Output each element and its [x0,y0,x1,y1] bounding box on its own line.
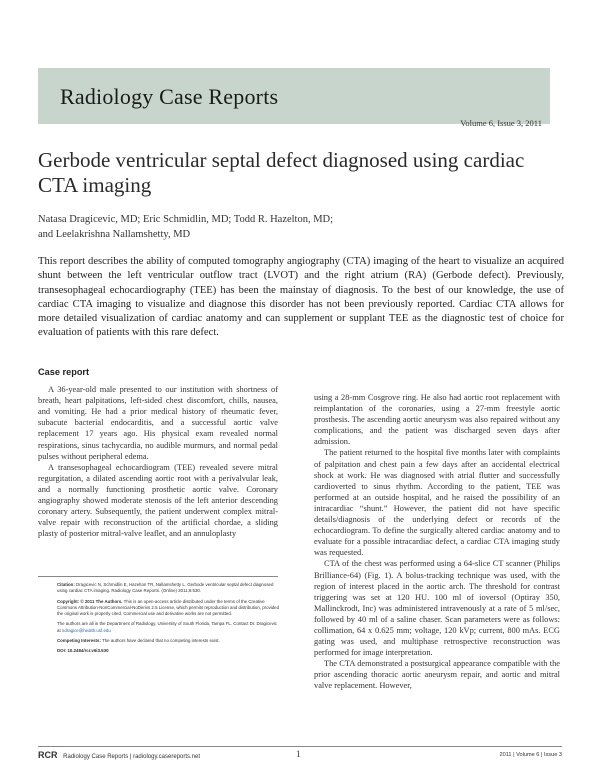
footnotes [57,582,281,659]
citation-text: Dragicevic N, Schmidlin E, Hazelton TR, Nallamshetty L. Gerbode ventricular septal defect diagnosed using cardiac CTA imaging. Radiology Case Reports. (Online) 2011;6:530. [57,582,274,594]
copyright-text: This is an open-access article distributed under the terms of the Creative Commons Attribution-NonCommercial-NoDerivs 2.5 License, which permits reproduction and distribution, provided the original work is properly cited. Commercial use and derivative works are not permitted. [57,598,280,617]
doi-note [57,648,281,654]
citation-label: Citation: [57,582,75,587]
footer-left [38,750,200,760]
contact-email-link[interactable]: ndragice@health.usf.edu [61,627,111,633]
body-paragraph: using a 28-mm Cosgrove ring. He also had aortic root replacement with reimplantation of the coronaries, using a 27-mm freestyle aortic prosthesis. The ascending aortic aneurysm was also repaired without any complications, and the patient was discharged seven days after admission. [314,393,560,447]
doi: DOI: 10.2484/rcr.v6i3.530 [57,648,109,654]
copyright-note [57,599,281,618]
body-paragraph: CTA of the chest was performed using a 64-slice CT scanner (Philips Brilliance-64) (Fig. 1). A bolus-tracking technique was used, with the region of interest placed in the aortic arch. The threshold for contrast triggering was set at 120 HU. 100 ml of ioversol (Optiray 350, Mallinckrodt, Inc) was administered intravenously at a rate of 5 ml/sec, followed by 40 ml of a saline chaser. Scan parameters were as follows: collimation, 64 x 0.625 mm; voltage, 120 kVp; current, 800 mAs. ECG gating was used, and multiphase retrospective reconstruction was performed for image interpretation. [314,559,560,658]
section-heading-case-report: Case report [38,367,90,377]
page-number: 1 [296,749,301,759]
footnote-divider [38,576,278,577]
journal-title: Radiology Case Reports [60,84,279,109]
left-column [38,367,278,539]
body-paragraph: The CTA demonstrated a postsurgical appearance compatible with the prior ascending thoracic aortic aneurysm repair, and aortic and mitral valve replacement. However, [314,659,560,691]
copyright-label: Copyright: © 2011 The Authors. [57,598,123,604]
body-paragraph: A transesophageal echocardiogram (TEE) revealed severe mitral regurgitation, a dilated ascending aortic root with a perivalvular leak, and a normally functioning prosthetic aortic valve. Coronary angiography showed moderate stenosis of the left anterior descending coronary artery. Subsequently, the patient underwent complex mitral-valve repair with reconstruction of the artificial chordae, a sliding plasty of posterior mitral-valve leaflet, and an annuloplasty [38,462,278,539]
abstract: This report describes the ability of computed tomography angiography (CTA) imaging of the heart to visualize an acquired shunt between the left ventricular outflow tract (LVOT) and the right atrium (RA) (Gerbode defect). Previously, transesophageal echocardiography (TEE) has been the mainstay of diagnosis. To the best of our knowledge, the use of cardiac CTA imaging to visualize and diagnose this disorder has not been previously reported. Cardiac CTA allows for more detailed visualization of cardiac anatomy and can supplement or supplant TEE as the diagnostic test of choice for evaluation of patients with this rare defect. [38,256,564,339]
author-list [38,212,458,242]
rcr-logo: RCR [38,750,58,760]
competing-interests-note [57,638,281,644]
body-paragraph: A 36-year-old male presented to our institution with shortness of breath, heart palpitations, left-sided chest discomfort, chills, nausea, and vomiting. He had a prior medical history of rheumatic fever, subacute bacterial endocarditis, and a successful aortic valve replacement 17 years ago. His physical exam revealed normal respirations, sinus tachycardia, no audible murmurs, and normal pedal pulses without peripheral edema. [38,385,278,461]
volume-issue: Volume 6, Issue 3, 2011 [460,118,542,128]
body-paragraph: The patient returned to the hospital five months later with complaints of palpitation and chest pain a few days after an accidental electrical shock at work. He was diagnosed with atrial flutter and successfully cardioverted to sinus rhythm. According to the patient, TEE was performed at an outside hospital, and he raised the possibility of an intracardiac “shunt.” However, the patient did not have specific details/diagnosis of the underlying defect or records of the echocardiogram. To define the surgically altered cardiac anatomy and to evaluate for a possible intracardiac defect, a cardiac CTA imaging study was requested. [314,448,560,558]
footer-journal-link[interactable]: Radiology Case Reports | radiology.casereports.net [63,754,201,760]
competing-label: Competing Interests: [57,638,101,644]
article-title: Gerbode ventricular septal defect diagnosed using cardiac CTA imaging [38,148,525,197]
authors-line-1: Natasa Dragicevic, MD; Eric Schmidlin, MD; Todd R. Hazelton, MD; [38,214,334,225]
authors-line-2: and Leelakrishna Nallamshetty, MD [38,229,191,240]
footer-issue: 2011 | Volume 6 | Issue 3 [499,752,562,758]
affiliation-text: The authors are all in the Department of Radiology, University of South Florida, Tampa FL. Contact Dr. Dragicevic at [57,621,277,633]
affiliation-note [57,621,281,634]
competing-text: The authors have declared that no competing interests exist. [102,638,220,644]
right-column [314,392,560,692]
citation-note [57,582,281,595]
footer-divider [38,746,562,747]
